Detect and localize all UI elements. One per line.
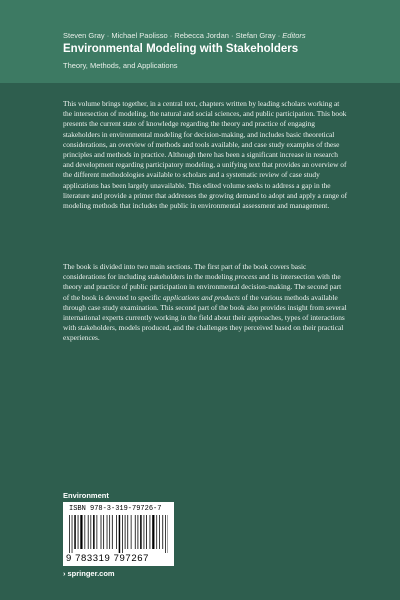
barcode-bar: [159, 515, 160, 549]
publisher-text: springer.com: [67, 569, 115, 578]
editors-label: Editors: [282, 31, 306, 40]
barcode-bar: [144, 515, 145, 549]
publisher-url: [63, 569, 115, 578]
barcode-bar: [72, 515, 73, 553]
barcode-bar: [152, 515, 154, 549]
barcode-bars-icon: [69, 515, 168, 553]
barcode-bar: [69, 515, 70, 553]
editors-line: Steven Gray · Michael Paolisso · Rebecca Jordan · Stefan Gray · Editors: [63, 31, 306, 40]
barcode-bar: [131, 515, 132, 549]
barcode-bar: [74, 515, 76, 549]
barcode-bar: [107, 515, 108, 549]
p2-text-e: of the various methods available through case study examination. This second part of the book also provides insight from several international experts currently working in the field about their approaches, types of interactions with stakeholders, models produced, and the challenges they perceived based on their practical experiences.: [63, 292, 347, 343]
barcode-bar: [127, 515, 128, 549]
description-paragraph-1: [63, 99, 349, 211]
barcode-bar: [93, 515, 95, 549]
description-text-2: [63, 262, 349, 344]
barcode-bar: [119, 515, 121, 553]
description-paragraph-2: [63, 262, 349, 344]
p2-text-a: The book is divided into two main sections. The first part of the book covers basic considerations for including stakeholders in the modeling: [63, 262, 307, 282]
barcode-bar: [97, 515, 98, 549]
barcode-bar: [109, 515, 110, 549]
barcode-bar: [162, 515, 163, 549]
barcode-bar: [146, 515, 147, 549]
subject-category: Environment: [63, 491, 109, 500]
barcode-bar: [125, 515, 126, 549]
barcode-bar: [112, 515, 113, 549]
barcode-digits: 9 783319 797267: [66, 553, 149, 564]
p2-text-c: and its intersection with the theory and practice of public participation in environmental decision-making. The second part of the book is devoted to specific: [63, 272, 342, 302]
barcode-bar: [122, 515, 123, 553]
barcode-bar: [135, 515, 136, 549]
header-band: [0, 0, 400, 83]
barcode-bar: [138, 515, 139, 549]
barcode-bar: [140, 515, 142, 549]
barcode-bar: [80, 515, 82, 549]
isbn-barcode: [63, 502, 174, 566]
p2-emphasis-applications: applications and products: [162, 292, 240, 302]
barcode-bar: [116, 515, 117, 549]
barcode-bar: [165, 515, 166, 553]
barcode-bar: [88, 515, 89, 549]
barcode-bar: [78, 515, 79, 549]
barcode-bar: [156, 515, 157, 549]
barcode-bar: [90, 515, 91, 549]
p2-emphasis-process: process: [234, 272, 258, 282]
authors-names: Steven Gray · Michael Paolisso · Rebecca Jordan · Stefan Gray: [63, 31, 276, 40]
barcode-bar: [84, 515, 85, 549]
isbn-label: ISBN 978-3-319-79726-7: [69, 505, 162, 513]
description-text-1: This volume brings together, in a central text, chapters written by leading scholars working at the intersection of modeling, the natural and social sciences, and public participation. This book presents the current state of knowledge regarding the theory and practice of engaging stakeholders in environmental modeling for decision-making, and includes basic theoretical considerations, an overview of methods and tools available, and case study examples of these principles and methods in practice. Although there has been a significant increase in research and development regarding participatory modeling, a unifying text that provides an overview of the different methodologies available to scholars and a systematic review of case study applications has been largely unavailable. This edited volume seeks to address a gap in the literature and provide a primer that addresses the growing demand to adopt and apply a range of modeling methods that includes the public in environmental assessment and management.: [63, 99, 348, 211]
barcode-bar: [103, 515, 104, 549]
barcode-bar: [150, 515, 151, 549]
chevron-right-icon: ›: [63, 569, 66, 578]
book-title: Environmental Modeling with Stakeholders: [63, 43, 299, 55]
barcode-bar: [101, 515, 102, 549]
book-subtitle: Theory, Methods, and Applications: [63, 61, 178, 70]
